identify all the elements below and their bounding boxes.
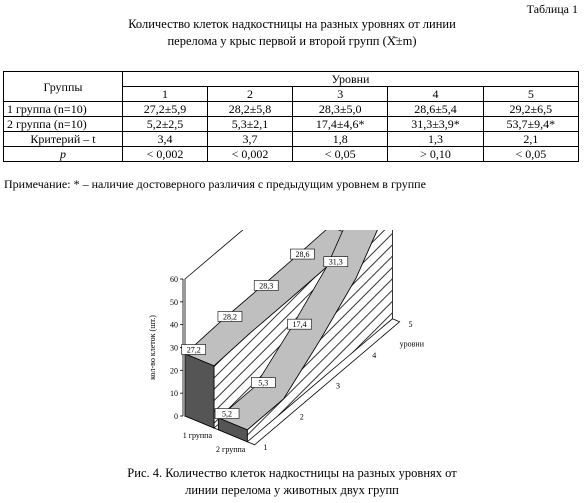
row-label: 2 группа (n=10) [4, 117, 123, 132]
series-end-cap [185, 354, 214, 428]
table-number: Таблица 1 [526, 2, 578, 16]
table-cell: 2,1 [483, 132, 578, 147]
table-cell: 27,2±5,9 [123, 102, 208, 117]
y-tick-label: 40 [170, 320, 178, 330]
table-caption [0, 16, 584, 50]
y-tick-label: 50 [170, 297, 178, 307]
data-label: 28,3 [259, 281, 274, 291]
table-cell: 5,2±2,5 [123, 117, 208, 132]
data-label: 5,3 [258, 378, 269, 388]
chart-3d-area [135, 230, 475, 458]
y-axis-label: кол-во клеток (шт.) [148, 315, 157, 380]
table-cell: < 0,05 [483, 147, 578, 162]
y-tick-label: 60 [170, 275, 178, 284]
table-cell: 29,2±6,5 [483, 102, 578, 117]
figure-caption-line-1: Рис. 4. Количество клеток надкостницы на разных уровнях от [127, 466, 457, 480]
level-number: 2 [208, 87, 293, 102]
table-row [4, 147, 579, 162]
groups-header: Группы [4, 72, 123, 102]
table-cell: < 0,002 [208, 147, 293, 162]
data-label: 17,4 [292, 320, 307, 330]
table-cell: < 0,002 [123, 147, 208, 162]
y-tick-label: 30 [170, 343, 178, 353]
row-label: p [4, 147, 123, 162]
row-label: Критерий – t [4, 132, 123, 147]
level-number: 1 [123, 87, 208, 102]
level-number: 5 [483, 87, 578, 102]
table-cell: 28,2±5,8 [208, 102, 293, 117]
y-tick-label: 0 [174, 412, 178, 421]
data-label: 5,2 [222, 409, 233, 419]
figure-caption [0, 465, 584, 499]
table-row [4, 102, 579, 117]
y-tick-label: 10 [170, 389, 178, 399]
row-label: 1 группа (n=10) [4, 102, 123, 117]
data-table [3, 71, 579, 162]
table-caption-line-1: Количество клеток надкостницы на разных уровнях от линии [128, 17, 456, 31]
level-tick-label: 2 [299, 412, 304, 422]
data-label: 27,2 [186, 345, 201, 355]
table-row [4, 132, 579, 147]
series-name-label: 1 группа [182, 431, 212, 440]
figure-caption-line-2: линии перелома у животных двух групп [185, 483, 399, 497]
x-axis-label: уровни [399, 339, 424, 349]
data-label: 28,2 [222, 312, 237, 322]
table-cell: 53,7±9,4* [483, 117, 578, 132]
table-cell: < 0,05 [293, 147, 388, 162]
level-tick-label: 4 [372, 350, 377, 360]
levels-header: Уровни [123, 72, 579, 87]
table-cell: 1,8 [293, 132, 388, 147]
data-label: 31,3 [328, 257, 343, 267]
level-tick-label: 1 [263, 443, 268, 452]
level-number: 3 [293, 87, 388, 102]
table-cell: 3,7 [208, 132, 293, 147]
series-name-label: 2 группа [216, 444, 246, 454]
table-cell: > 0,10 [388, 147, 483, 162]
y-tick-label: 20 [170, 366, 178, 376]
level-tick-label: 5 [408, 320, 413, 329]
table-row [4, 117, 579, 132]
data-label: 28,6 [295, 250, 310, 260]
level-number: 4 [388, 87, 483, 102]
table-cell: 28,3±5,0 [293, 102, 388, 117]
table-caption-line-2: перелома у крыс первой и второй групп (Х̄±m) [167, 34, 417, 48]
level-tick-label: 3 [336, 381, 340, 391]
table-header-row [4, 72, 579, 87]
table-cell: 1,3 [388, 132, 483, 147]
table-cell: 5,3±2,1 [208, 117, 293, 132]
table-cell: 17,4±4,6* [293, 117, 388, 132]
table-cell: 31,3±3,9* [388, 117, 483, 132]
table-cell: 3,4 [123, 132, 208, 147]
table-cell: 28,6±5,4 [388, 102, 483, 117]
table-note: Примечание: * – наличие достоверного различия с предыдущим уровнем в группе [4, 177, 426, 191]
